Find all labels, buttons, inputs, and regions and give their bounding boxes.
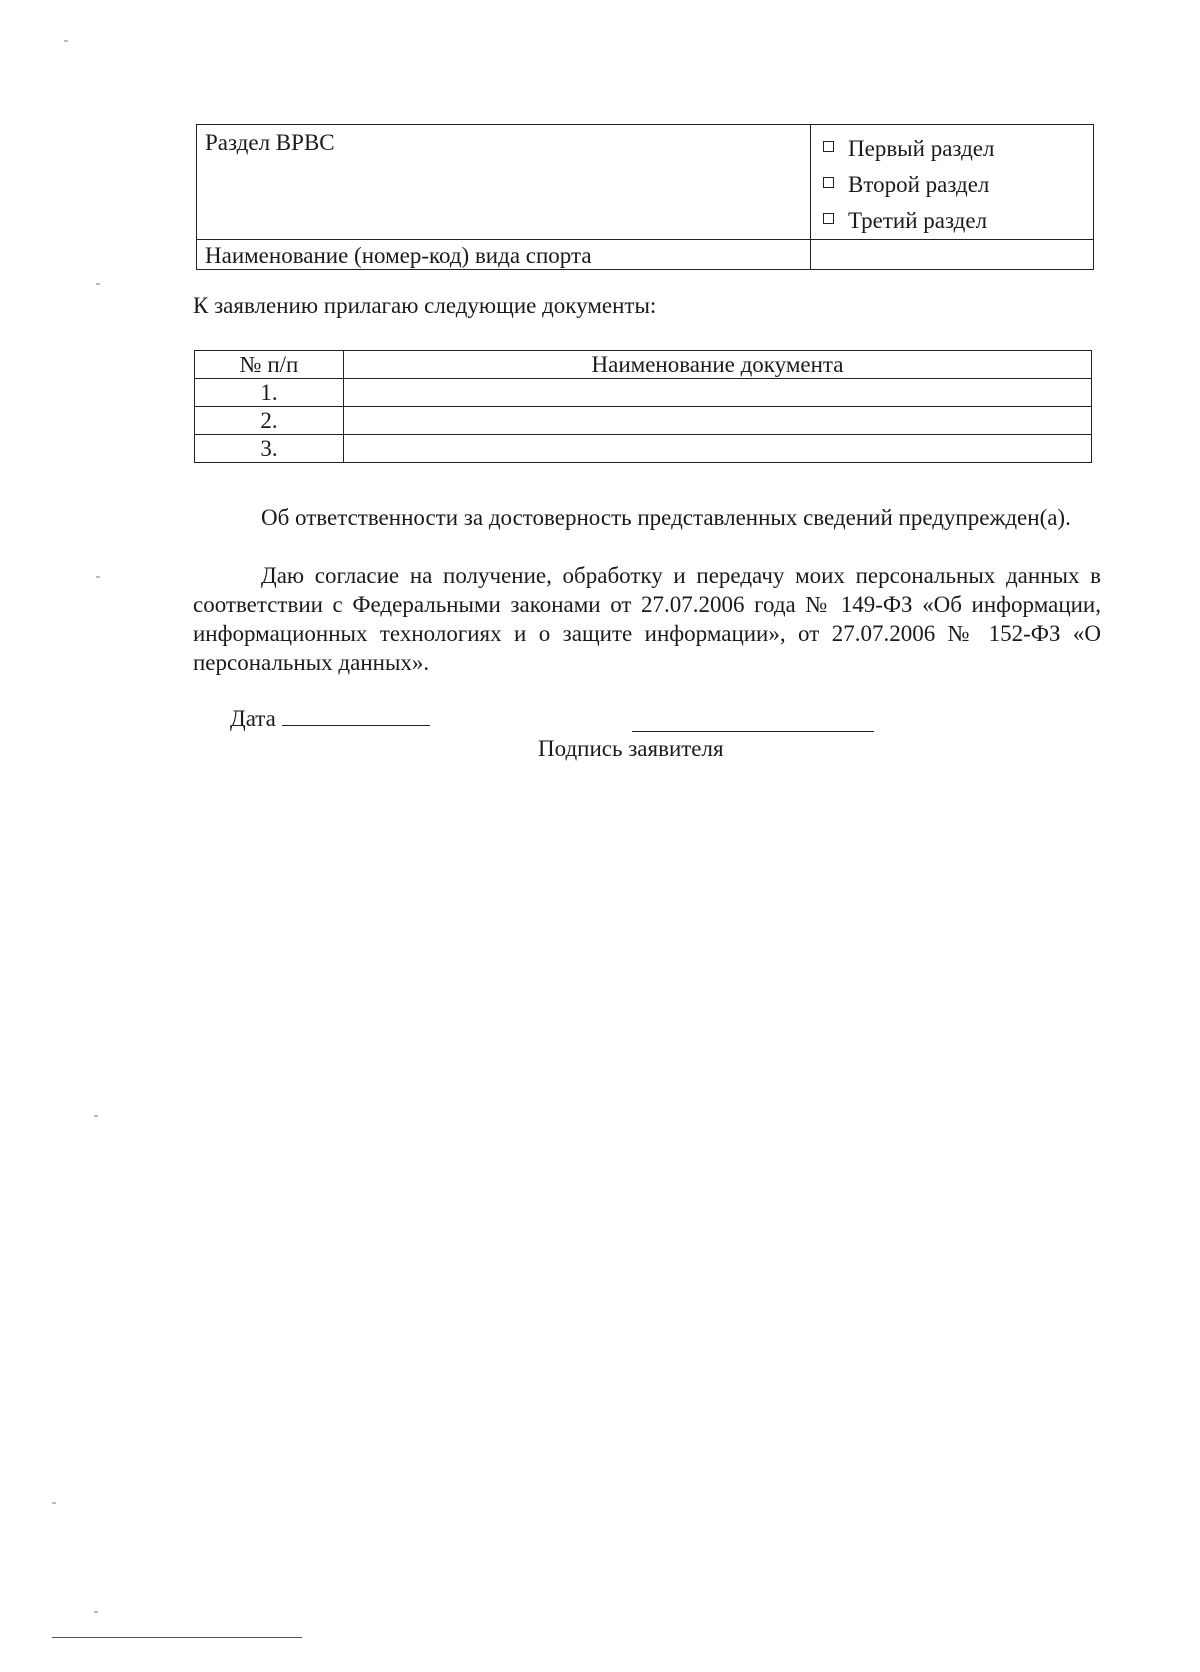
scan-speck bbox=[52, 1502, 56, 1504]
sport-label: Наименование (номер-код) вида спорта bbox=[205, 243, 592, 268]
checkbox-icon[interactable] bbox=[823, 141, 834, 152]
section-options-cell bbox=[811, 125, 1094, 240]
consent-paragraph bbox=[193, 561, 1101, 677]
responsibility-text: Об ответственности за достоверность представленных сведений предупрежден(а). bbox=[261, 505, 1071, 530]
date-field bbox=[230, 706, 430, 732]
row-number: 2. bbox=[195, 407, 344, 435]
section-label-cell bbox=[197, 125, 811, 240]
scan-speck bbox=[96, 576, 100, 578]
option-label: Второй раздел bbox=[848, 172, 990, 197]
date-label: Дата bbox=[230, 706, 276, 731]
option-third-section[interactable] bbox=[823, 203, 1093, 239]
document-name-cell[interactable] bbox=[344, 435, 1092, 463]
document-name-cell[interactable] bbox=[344, 407, 1092, 435]
option-label: Первый раздел bbox=[848, 136, 995, 161]
scan-bottom-rule bbox=[52, 1637, 302, 1638]
documents-table bbox=[194, 350, 1092, 463]
row-number: 1. bbox=[195, 379, 344, 407]
scan-speck bbox=[94, 1115, 98, 1117]
sport-label-cell bbox=[197, 240, 811, 270]
column-header-number: № п/п bbox=[195, 351, 344, 379]
responsibility-paragraph bbox=[193, 503, 1101, 532]
section-table bbox=[196, 124, 1094, 270]
scan-speck bbox=[64, 40, 68, 42]
option-label: Третий раздел bbox=[848, 208, 988, 233]
attachments-intro: К заявлению прилагаю следующие документы: bbox=[193, 293, 657, 318]
documents-table-header bbox=[195, 351, 1092, 379]
option-second-section[interactable] bbox=[823, 167, 1093, 203]
scan-speck bbox=[96, 283, 100, 285]
option-first-section[interactable] bbox=[823, 131, 1093, 167]
sport-value-cell[interactable] bbox=[811, 240, 1094, 270]
row-number: 3. bbox=[195, 435, 344, 463]
signature-line[interactable] bbox=[632, 731, 874, 732]
table-row bbox=[195, 379, 1092, 407]
date-input-line[interactable] bbox=[282, 707, 430, 726]
scan-speck bbox=[94, 1611, 98, 1613]
section-label: Раздел ВРВС bbox=[205, 130, 335, 155]
table-row bbox=[195, 407, 1092, 435]
column-header-document-name: Наименование документа bbox=[344, 351, 1092, 379]
document-name-cell[interactable] bbox=[344, 379, 1092, 407]
table-row bbox=[195, 435, 1092, 463]
checkbox-icon[interactable] bbox=[823, 177, 834, 188]
checkbox-icon[interactable] bbox=[823, 213, 834, 224]
signature-caption: Подпись заявителя bbox=[538, 736, 724, 761]
consent-text: Даю согласие на получение, обработку и передачу моих персональных данных в соответствии с Федеральными законами от 27.07.2006 года № 149-ФЗ «Об информации, информационных технологиях и о защите информации», от 27.07.2006 № 152-ФЗ «О персональных данных». bbox=[193, 563, 1101, 675]
